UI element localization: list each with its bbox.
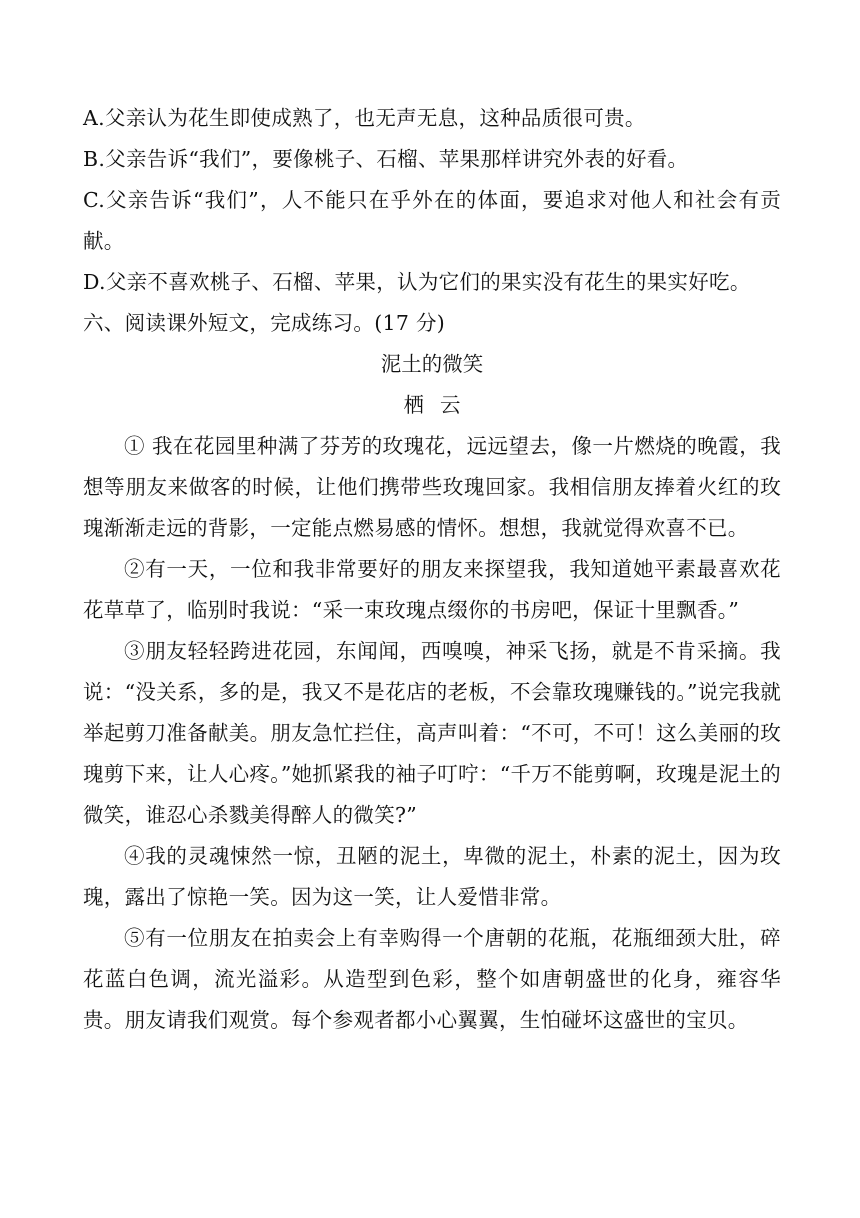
document-content — [83, 98, 781, 1041]
section-heading: 六、阅读课外短文，完成练习。(17 分) — [83, 311, 446, 335]
article-title: 泥土的微笑 — [380, 352, 484, 376]
paragraph-1: ① 我在花园里种满了芬芳的玫瑰花，远远望去，像一片燃烧的晚霞，我想等朋友来做客的时候，让他们携带些玫瑰回家。我相信朋友捧着火红的玫瑰渐渐走远的背影，一定能点燃易感的情怀。想想，我就觉得欢喜不已。 — [83, 434, 781, 540]
article-author: 栖云 — [403, 393, 477, 417]
paragraph-5: ⑤有一位朋友在拍卖会上有幸购得一个唐朝的花瓶，花瓶细颈大肚，碎花蓝白色调，流光溢彩。从造型到色彩，整个如唐朝盛世的化身，雍容华贵。朋友请我们观赏。每个参观者都小心翼翼，生怕碰坏这盛世的宝贝。 — [83, 926, 781, 1032]
option-d: D.父亲不喜欢桃子、石榴、苹果，认为它们的果实没有花生的果实好吃。 — [83, 270, 751, 294]
paragraph-4: ④我的灵魂悚然一惊，丑陋的泥土，卑微的泥土，朴素的泥土，因为玫瑰，露出了惊艳一笑。因为这一笑，让人爱惜非常。 — [83, 844, 781, 909]
paragraph-2: ②有一天，一位和我非常要好的朋友来探望我，我知道她平素最喜欢花花草草了，临别时我说：“采一束玫瑰点缀你的书房吧，保证十里飘香。” — [83, 557, 781, 622]
option-b: B.父亲告诉“我们”，要像桃子、石榴、苹果那样讲究外表的好看。 — [83, 147, 689, 171]
option-c: C.父亲告诉“我们”，人不能只在乎外在的体面，要追求对他人和社会有贡献。 — [83, 188, 781, 253]
paragraph-3: ③朋友轻轻跨进花园，东闻闻，西嗅嗅，神采飞扬，就是不肯采摘。我说：“没关系，多的是，我又不是花店的老板，不会靠玫瑰赚钱的。”说完我就举起剪刀准备献美。朋友急忙拦住，高声叫着：“不可，不可！这么美丽的玫瑰剪下来，让人心疼。”她抓紧我的袖子叮咛：“千万不能剪啊，玫瑰是泥土的微笑，谁忍心杀戮美得醉人的微笑?” — [83, 639, 781, 827]
option-a: A.父亲认为花生即使成熟了，也无声无息，这种品质很可贵。 — [83, 106, 646, 130]
